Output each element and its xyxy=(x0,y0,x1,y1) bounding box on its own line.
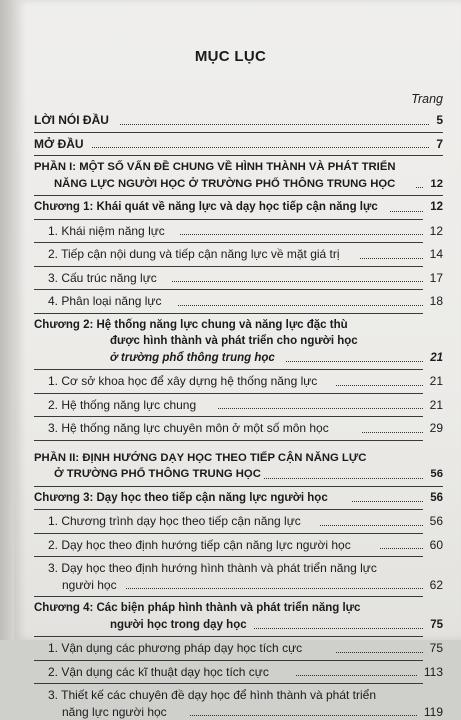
toc-entry-page: 29 xyxy=(430,420,443,437)
separator-line xyxy=(34,509,423,510)
toc-entry-text: PHẦN II: ĐỊNH HƯỚNG DẠY HỌC THEO TIẾP CẬN NĂNG LỰC xyxy=(34,450,366,467)
leader-dots xyxy=(190,715,417,716)
leader-dots xyxy=(286,361,423,362)
toc-entry-text: 2. Dạy học theo định hướng tiếp cận năng lực người học xyxy=(48,537,351,554)
toc-entry-page: 75 xyxy=(430,640,443,657)
toc-entry-text: LỜI NÓI ĐẦU xyxy=(34,112,109,129)
toc-entry-page: 75 xyxy=(430,617,443,634)
toc-entry xyxy=(34,577,443,594)
separator-line xyxy=(34,556,423,557)
leader-dots xyxy=(264,478,423,479)
toc-entry-page: 60 xyxy=(430,537,443,554)
toc-entry xyxy=(34,560,443,577)
toc-entry-text: 3. Hệ thống năng lực chuyên môn ở một số môn học xyxy=(48,420,329,437)
toc-entry xyxy=(34,270,443,287)
leader-dots xyxy=(172,281,423,282)
toc-entry xyxy=(34,664,443,681)
separator-line xyxy=(34,219,423,220)
toc-entry-text: Chương 1: Khái quát về năng lực và dạy học tiếp cận năng lực xyxy=(34,199,378,216)
toc-entry-page: 14 xyxy=(430,246,443,263)
separator-line xyxy=(34,155,443,156)
toc-entry xyxy=(34,223,443,240)
toc-entry-text: 1. Khái niệm năng lực xyxy=(48,223,165,240)
toc-entry-page: 62 xyxy=(430,577,443,594)
toc-entry-text: 3. Cấu trúc năng lực xyxy=(48,270,157,287)
toc-entry-text: được hình thành và phát triển cho người học xyxy=(110,333,358,350)
toc-entry-page: 12 xyxy=(430,199,443,216)
separator-line xyxy=(34,486,443,487)
toc-entry-page: 21 xyxy=(430,350,443,367)
toc-entry-text: NĂNG LỰC NGƯỜI HỌC Ở TRƯỜNG PHỔ THÔNG TRUNG HỌC xyxy=(54,176,395,193)
separator-line xyxy=(34,440,423,441)
toc-entry-page: 21 xyxy=(430,373,443,390)
toc-entry xyxy=(34,490,443,507)
leader-dots xyxy=(254,628,423,629)
leader-dots xyxy=(120,124,429,125)
toc-entry-text: 2. Tiếp cận nội dung và tiếp cận năng lực về mặt giá trị xyxy=(48,246,340,263)
toc-entry-text: ở trường phổ thông trung học xyxy=(110,350,275,367)
toc-entry-text: Ở TRƯỜNG PHỔ THÔNG TRUNG HỌC xyxy=(54,466,261,483)
toc-entry-text: 2. Hệ thống năng lực chung xyxy=(48,397,196,414)
leader-dots xyxy=(178,305,423,306)
toc-entry xyxy=(34,420,443,437)
separator-line xyxy=(34,393,423,394)
toc-entry-page: 56 xyxy=(430,466,443,483)
toc-entry xyxy=(34,704,443,720)
leader-dots xyxy=(126,588,423,589)
toc-entry xyxy=(34,159,443,176)
separator-line xyxy=(34,596,423,597)
toc-entry xyxy=(34,373,443,390)
toc-entry-page: 7 xyxy=(436,136,443,153)
toc-entry-page: 17 xyxy=(430,270,443,287)
leader-dots xyxy=(380,548,423,549)
separator-line xyxy=(34,195,443,196)
toc-entry-page: 56 xyxy=(430,513,443,530)
leader-dots xyxy=(362,432,423,433)
leader-dots xyxy=(360,258,423,259)
leader-dots xyxy=(92,147,429,148)
toc-entry-page: 21 xyxy=(430,397,443,414)
toc-entry-page: 113 xyxy=(424,664,443,681)
toc-entry xyxy=(34,450,443,467)
separator-line xyxy=(34,313,423,314)
toc-entry-text: 3. Dạy học theo định hướng hình thành và phát triển năng lực xyxy=(48,560,377,577)
toc-entry-text: MỞ ĐẦU xyxy=(34,136,84,153)
toc-entry-page: 119 xyxy=(424,704,443,720)
leader-dots xyxy=(218,408,423,409)
separator-line xyxy=(34,533,423,534)
toc-entry-text: 1. Vận dụng các phương pháp dạy học tích cực xyxy=(48,640,302,657)
separator-line xyxy=(34,242,423,243)
leader-dots xyxy=(390,211,423,212)
separator-line xyxy=(34,132,443,133)
table-of-contents xyxy=(34,112,443,720)
toc-entry xyxy=(34,687,443,704)
toc-entry xyxy=(34,246,443,263)
page-column-label: Trang xyxy=(411,92,443,106)
separator-line xyxy=(34,660,423,661)
toc-entry xyxy=(34,600,443,617)
toc-entry xyxy=(34,136,443,153)
toc-entry-text: người học trong dạy học xyxy=(110,617,247,634)
toc-entry-text: 1. Chương trình dạy học theo tiếp cận năng lực xyxy=(48,513,301,530)
leader-dots xyxy=(180,234,423,235)
toc-entry xyxy=(34,350,443,367)
leader-dots xyxy=(352,501,423,502)
toc-entry xyxy=(34,513,443,530)
toc-entry-text: 3. Thiết kế các chuyên đề dạy học để hình thành và phát triển xyxy=(48,687,376,704)
toc-entry-text: Chương 4: Các biện pháp hình thành và phát triển năng lực xyxy=(34,600,360,617)
toc-entry-page: 12 xyxy=(430,176,443,193)
toc-entry xyxy=(34,317,443,334)
toc-entry-text: 1. Cơ sở khoa học để xây dựng hệ thống năng lực xyxy=(48,373,317,390)
separator-line xyxy=(34,289,423,290)
separator-line xyxy=(34,683,423,684)
toc-entry-page: 18 xyxy=(430,293,443,310)
toc-entry-text: 2. Vận dụng các kĩ thuật dạy học tích cực xyxy=(48,664,269,681)
toc-entry xyxy=(34,617,443,634)
separator-line xyxy=(34,416,423,417)
toc-entry-page: 12 xyxy=(430,223,443,240)
leader-dots xyxy=(416,187,423,188)
toc-entry xyxy=(34,199,443,216)
toc-entry-text: Chương 3: Dạy học theo tiếp cận năng lực người học xyxy=(34,490,328,507)
toc-entry-text: PHẦN I: MỘT SỐ VẤN ĐỀ CHUNG VỀ HÌNH THÀNH VÀ PHÁT TRIỂN xyxy=(34,159,396,176)
page-title: MỤC LỤC xyxy=(0,48,461,65)
toc-entry xyxy=(34,537,443,554)
toc-entry xyxy=(34,293,443,310)
separator-line xyxy=(34,636,423,637)
leader-dots xyxy=(320,525,423,526)
toc-entry xyxy=(34,397,443,414)
toc-entry-page: 5 xyxy=(436,112,443,129)
toc-entry xyxy=(34,640,443,657)
toc-entry-text: Chương 2: Hệ thống năng lực chung và năng lực đặc thù xyxy=(34,317,348,334)
toc-entry xyxy=(34,333,443,350)
separator-line xyxy=(34,369,423,370)
toc-entry-text: người học xyxy=(62,577,117,594)
toc-entry xyxy=(34,466,443,483)
leader-dots xyxy=(296,675,417,676)
leader-dots xyxy=(336,652,423,653)
toc-entry-text: 4. Phân loại năng lực xyxy=(48,293,161,310)
toc-entry xyxy=(34,112,443,129)
separator-line xyxy=(34,266,423,267)
toc-entry-text: năng lực người học xyxy=(62,704,167,720)
toc-entry xyxy=(34,176,443,193)
leader-dots xyxy=(336,385,423,386)
toc-entry-page: 56 xyxy=(430,490,443,507)
